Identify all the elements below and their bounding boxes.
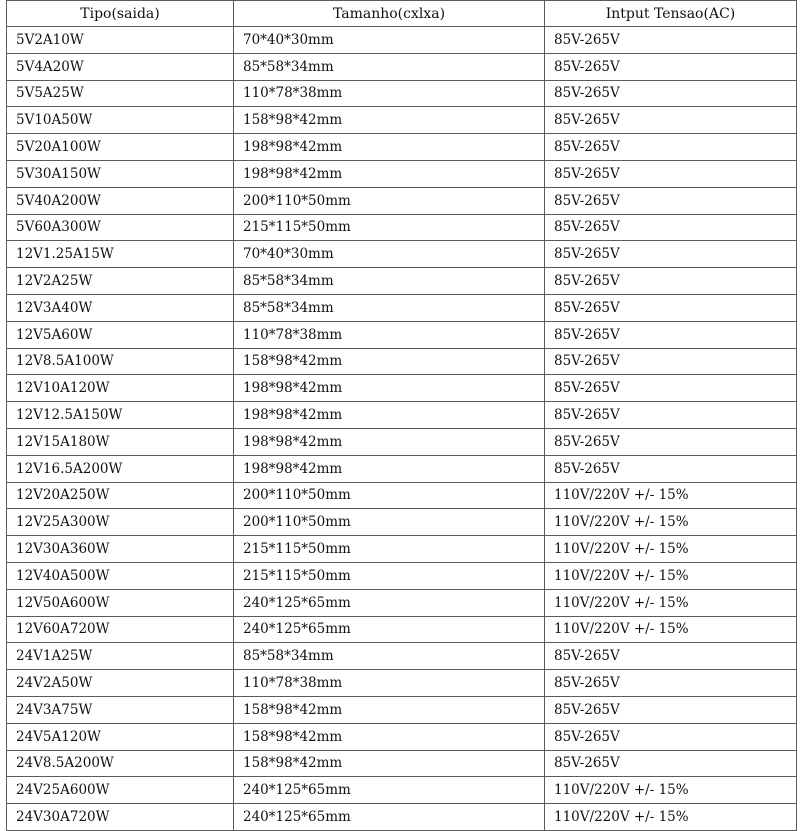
cell-tamanho: 85*58*34mm bbox=[234, 53, 545, 80]
cell-tamanho: 215*115*50mm bbox=[234, 562, 545, 589]
cell-tensao: 85V-265V bbox=[545, 723, 797, 750]
cell-tensao: 110V/220V +/- 15% bbox=[545, 482, 797, 509]
table-row bbox=[7, 804, 797, 831]
table-row bbox=[7, 134, 797, 161]
cell-tipo: 5V40A200W bbox=[7, 187, 234, 214]
cell-tipo: 12V50A600W bbox=[7, 589, 234, 616]
cell-tamanho: 198*98*42mm bbox=[234, 160, 545, 187]
cell-tamanho: 215*115*50mm bbox=[234, 214, 545, 241]
cell-tamanho: 158*98*42mm bbox=[234, 750, 545, 777]
cell-tipo: 12V12.5A150W bbox=[7, 402, 234, 429]
table-row bbox=[7, 187, 797, 214]
table-row bbox=[7, 482, 797, 509]
cell-tamanho: 158*98*42mm bbox=[234, 723, 545, 750]
cell-tamanho: 110*78*38mm bbox=[234, 670, 545, 697]
cell-tamanho: 85*58*34mm bbox=[234, 643, 545, 670]
table-row bbox=[7, 643, 797, 670]
cell-tipo: 5V5A25W bbox=[7, 80, 234, 107]
table-row bbox=[7, 160, 797, 187]
cell-tamanho: 200*110*50mm bbox=[234, 509, 545, 536]
cell-tensao: 85V-265V bbox=[545, 241, 797, 268]
cell-tensao: 85V-265V bbox=[545, 294, 797, 321]
cell-tensao: 85V-265V bbox=[545, 428, 797, 455]
cell-tamanho: 198*98*42mm bbox=[234, 134, 545, 161]
table-row bbox=[7, 428, 797, 455]
cell-tipo: 5V30A150W bbox=[7, 160, 234, 187]
cell-tipo: 5V2A10W bbox=[7, 27, 234, 54]
table-row bbox=[7, 455, 797, 482]
cell-tensao: 85V-265V bbox=[545, 375, 797, 402]
cell-tensao: 85V-265V bbox=[545, 187, 797, 214]
cell-tensao: 85V-265V bbox=[545, 348, 797, 375]
cell-tamanho: 85*58*34mm bbox=[234, 294, 545, 321]
cell-tipo: 12V60A720W bbox=[7, 616, 234, 643]
table-row bbox=[7, 723, 797, 750]
cell-tipo: 12V15A180W bbox=[7, 428, 234, 455]
cell-tipo: 12V8.5A100W bbox=[7, 348, 234, 375]
cell-tensao: 85V-265V bbox=[545, 696, 797, 723]
cell-tipo: 12V40A500W bbox=[7, 562, 234, 589]
cell-tipo: 24V1A25W bbox=[7, 643, 234, 670]
cell-tensao: 85V-265V bbox=[545, 750, 797, 777]
cell-tensao: 110V/220V +/- 15% bbox=[545, 804, 797, 831]
cell-tipo: 5V4A20W bbox=[7, 53, 234, 80]
cell-tipo: 24V25A600W bbox=[7, 777, 234, 804]
cell-tensao: 110V/220V +/- 15% bbox=[545, 509, 797, 536]
table-row bbox=[7, 214, 797, 241]
cell-tensao: 110V/220V +/- 15% bbox=[545, 536, 797, 563]
cell-tamanho: 215*115*50mm bbox=[234, 536, 545, 563]
table-row bbox=[7, 107, 797, 134]
cell-tipo: 12V20A250W bbox=[7, 482, 234, 509]
table-row bbox=[7, 321, 797, 348]
cell-tipo: 12V3A40W bbox=[7, 294, 234, 321]
cell-tamanho: 200*110*50mm bbox=[234, 187, 545, 214]
table-row bbox=[7, 268, 797, 295]
cell-tamanho: 198*98*42mm bbox=[234, 455, 545, 482]
table-row bbox=[7, 375, 797, 402]
cell-tensao: 85V-265V bbox=[545, 321, 797, 348]
table-row bbox=[7, 27, 797, 54]
cell-tamanho: 70*40*30mm bbox=[234, 241, 545, 268]
spec-table bbox=[6, 0, 797, 831]
cell-tipo: 24V5A120W bbox=[7, 723, 234, 750]
cell-tamanho: 85*58*34mm bbox=[234, 268, 545, 295]
table-row bbox=[7, 80, 797, 107]
cell-tensao: 85V-265V bbox=[545, 670, 797, 697]
table-row bbox=[7, 696, 797, 723]
cell-tensao: 85V-265V bbox=[545, 268, 797, 295]
cell-tamanho: 240*125*65mm bbox=[234, 804, 545, 831]
cell-tensao: 85V-265V bbox=[545, 27, 797, 54]
cell-tipo: 12V5A60W bbox=[7, 321, 234, 348]
cell-tamanho: 158*98*42mm bbox=[234, 348, 545, 375]
table-body bbox=[7, 27, 797, 831]
cell-tipo: 12V16.5A200W bbox=[7, 455, 234, 482]
cell-tamanho: 198*98*42mm bbox=[234, 428, 545, 455]
cell-tamanho: 240*125*65mm bbox=[234, 616, 545, 643]
cell-tensao: 85V-265V bbox=[545, 134, 797, 161]
cell-tamanho: 110*78*38mm bbox=[234, 321, 545, 348]
cell-tensao: 110V/220V +/- 15% bbox=[545, 616, 797, 643]
table-header bbox=[7, 1, 797, 27]
cell-tipo: 5V20A100W bbox=[7, 134, 234, 161]
cell-tipo: 24V8.5A200W bbox=[7, 750, 234, 777]
table-row bbox=[7, 509, 797, 536]
table-row bbox=[7, 616, 797, 643]
cell-tamanho: 200*110*50mm bbox=[234, 482, 545, 509]
cell-tensao: 85V-265V bbox=[545, 402, 797, 429]
cell-tipo: 12V10A120W bbox=[7, 375, 234, 402]
cell-tamanho: 198*98*42mm bbox=[234, 402, 545, 429]
table-row bbox=[7, 241, 797, 268]
cell-tipo: 12V30A360W bbox=[7, 536, 234, 563]
cell-tensao: 110V/220V +/- 15% bbox=[545, 562, 797, 589]
table-row bbox=[7, 348, 797, 375]
table-row bbox=[7, 589, 797, 616]
cell-tipo: 5V60A300W bbox=[7, 214, 234, 241]
cell-tamanho: 240*125*65mm bbox=[234, 589, 545, 616]
header-tipo: Tipo(saida) bbox=[7, 1, 234, 27]
cell-tensao: 85V-265V bbox=[545, 214, 797, 241]
cell-tamanho: 158*98*42mm bbox=[234, 696, 545, 723]
cell-tensao: 85V-265V bbox=[545, 455, 797, 482]
cell-tamanho: 110*78*38mm bbox=[234, 80, 545, 107]
table-row bbox=[7, 562, 797, 589]
cell-tamanho: 158*98*42mm bbox=[234, 107, 545, 134]
cell-tipo: 24V2A50W bbox=[7, 670, 234, 697]
cell-tipo: 12V2A25W bbox=[7, 268, 234, 295]
table-row bbox=[7, 402, 797, 429]
cell-tipo: 5V10A50W bbox=[7, 107, 234, 134]
cell-tensao: 85V-265V bbox=[545, 160, 797, 187]
cell-tamanho: 198*98*42mm bbox=[234, 375, 545, 402]
cell-tensao: 85V-265V bbox=[545, 643, 797, 670]
cell-tipo: 24V30A720W bbox=[7, 804, 234, 831]
cell-tipo: 24V3A75W bbox=[7, 696, 234, 723]
cell-tipo: 12V1.25A15W bbox=[7, 241, 234, 268]
cell-tensao: 85V-265V bbox=[545, 80, 797, 107]
cell-tensao: 85V-265V bbox=[545, 107, 797, 134]
cell-tensao: 110V/220V +/- 15% bbox=[545, 589, 797, 616]
header-tamanho: Tamanho(cxlxa) bbox=[234, 1, 545, 27]
table-row bbox=[7, 750, 797, 777]
cell-tensao: 110V/220V +/- 15% bbox=[545, 777, 797, 804]
header-tensao: Intput Tensao(AC) bbox=[545, 1, 797, 27]
table-row bbox=[7, 294, 797, 321]
cell-tensao: 85V-265V bbox=[545, 53, 797, 80]
cell-tamanho: 240*125*65mm bbox=[234, 777, 545, 804]
table-row bbox=[7, 536, 797, 563]
header-row bbox=[7, 1, 797, 27]
table-row bbox=[7, 670, 797, 697]
cell-tamanho: 70*40*30mm bbox=[234, 27, 545, 54]
table-row bbox=[7, 53, 797, 80]
cell-tipo: 12V25A300W bbox=[7, 509, 234, 536]
